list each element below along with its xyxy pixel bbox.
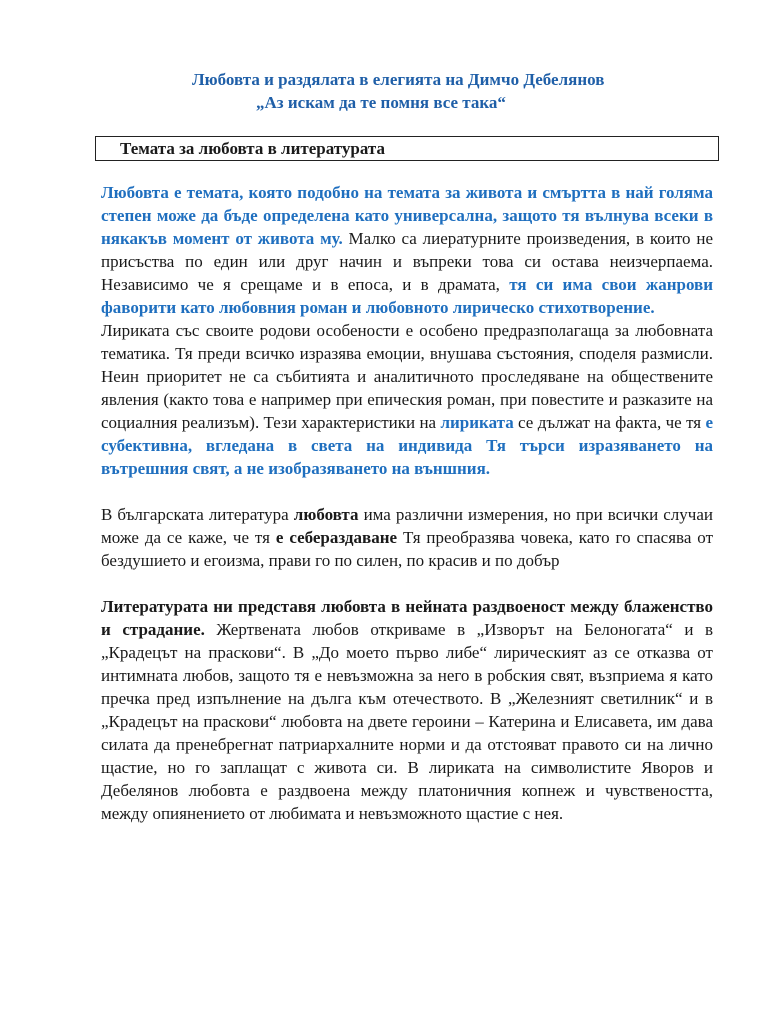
- paragraph-2: [101, 319, 713, 480]
- paragraph-4: [101, 595, 713, 825]
- body-text: [101, 181, 713, 825]
- paragraph-2-highlight-b: е субективна, вгледана в света на индивида Тя търси изразяването на вътрешния свят, а не изобразяването на външния.: [101, 413, 713, 478]
- paragraph-2-text-a: Лириката със своите родови особености е особено предразполагаща за любовната тематика. Тя преди всичко изразява емоции, внушава състояния, споделя размисли. Неин приоритет не са събитията и аналитичното проследяване на обществените явления (както това е например при епическия роман, при повестите и разказите на социалния реализъм). Тези характеристики на: [101, 321, 713, 432]
- paragraph-4-bold: Литературата ни представя любовта в нейната раздвоеност между блаженство и страдание.: [101, 597, 713, 639]
- paragraph-3-text-b: има различни измерения, но при всички случаи може да се каже, че тя: [101, 505, 713, 547]
- paragraph-spacer: [101, 480, 713, 503]
- paragraph-3: [101, 503, 713, 572]
- paragraph-spacer: [101, 572, 713, 595]
- paragraph-1-text: Малко са лиературните произведения, в които не присъства по един или друг начин и въпреки това си остава неизчерпаема. Независимо че я срещаме и в епоса, и в драмата,: [101, 229, 713, 294]
- paragraph-3-bold-a: любовта: [293, 505, 359, 524]
- title-line-1: Любовта и раздялата в елегията на Димчо Дебелянов: [192, 70, 605, 89]
- paragraph-3-text-a: В българската литература: [101, 505, 294, 524]
- section-heading: Темата за любовта в литературата: [120, 139, 385, 158]
- paragraph-3-bold-b: е себераздаване: [275, 528, 398, 547]
- section-heading-box: [95, 136, 719, 161]
- paragraph-1-highlight-b: тя си има свои жанрови фаворити като любовния роман и любовното лирическо стихотворение.: [101, 275, 714, 317]
- title-line-2: „Аз искам да те помня все така“: [256, 93, 506, 112]
- paragraph-1-highlight-a: Любовта е темата, която подобно на темата за живота и смъртта в най голяма степен може да бъде определена като универсална, защото тя вълнува всеки в някакъв момент от живота му.: [101, 183, 713, 248]
- paragraph-2-text-b: се дължат на факта, че тя: [513, 413, 706, 432]
- paragraph-4-text: Жертвената любов откриваме в „Изворът на Белоногата“ и в „Крадецът на праскови“. В „До моето първо либе“ лирическият аз се отказва от интимната любов, защото тя е невъзможна за него в робския свят, възприема я като пречка пред изпълнение на дълга към отечеството. В „Железният светилник“ и в „Крадецът на праскови“ любовта на двете героини – Катерина и Елисавета, им дава силата да пренебрегнат патриархалните норми и да отстояват правото си на лично щастие, но го заплащат с живота си. В лириката на символистите Яворов и Дебелянов любовта е раздвоена между платоничния копнеж и чувствеността, между опиянението от любимата и невъзможното щастие с нея.: [101, 620, 713, 823]
- paragraph-3-text-c: Тя преобразява човека, като го спасява от бездушието и егоизма, прави го по силен, по красив и по добър: [101, 528, 713, 570]
- paragraph-2-highlight-a: лириката: [440, 413, 514, 432]
- paragraph-1: [101, 181, 713, 319]
